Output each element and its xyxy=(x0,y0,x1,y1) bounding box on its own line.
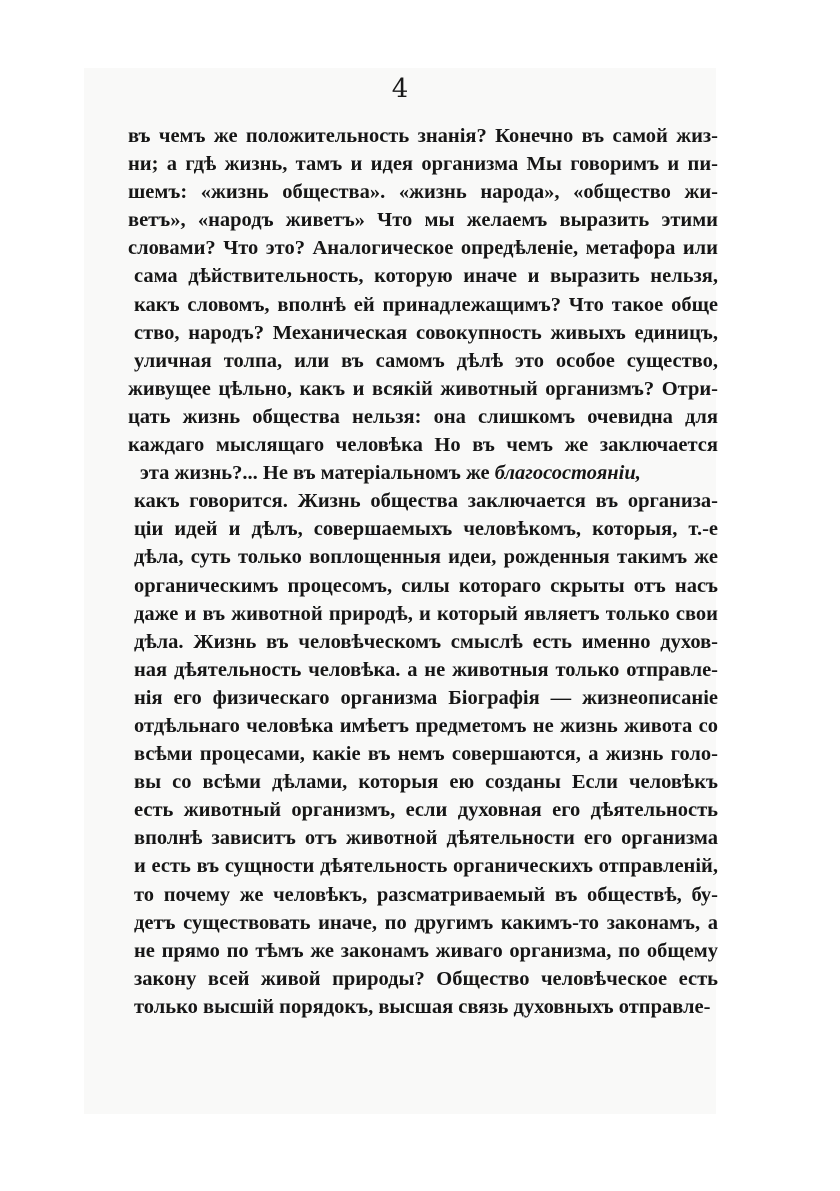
body-text xyxy=(128,122,718,1021)
italic-word: благосостояніи, xyxy=(494,462,641,485)
text-line: отдѣльнаго человѣка имѣетъ предметомъ не жизнь живота со xyxy=(134,714,718,737)
text-line: словами? Что это? Аналогическое опредѣленіе, метафора или xyxy=(128,237,718,260)
text-line-with-italic xyxy=(128,459,718,487)
text-line: только высшій порядокъ, высшая связь духовныхъ отправле- xyxy=(134,995,711,1018)
text-line: ная дѣятельность человѣка. а не животныя только отправле- xyxy=(134,658,718,681)
text-line: детъ существовать иначе, по другимъ какимъ-то законамъ, а xyxy=(134,911,718,934)
text-line: есть животный организмъ, если духовная его дѣятельность xyxy=(134,799,718,822)
text-line: и есть въ сущности дѣятельность органическихъ отправленій, xyxy=(134,855,718,878)
text-line: даже и въ животной природѣ, и который являетъ только свои xyxy=(134,602,718,625)
text-line: закону всей живой природы? Общество человѣческое есть xyxy=(134,967,718,990)
text-line: живущее цѣльно, какъ и всякій животный организмъ? Отри- xyxy=(128,377,718,400)
text-line: ство, народъ? Механическая совокупность живыхъ единицъ, xyxy=(134,321,718,344)
text-line: органическимъ процесомъ, силы котораго скрыты отъ насъ xyxy=(134,574,718,597)
text-line: уличная толпа, или въ самомъ дѣлѣ это особое существо, xyxy=(134,349,718,372)
text-line: какъ словомъ, вполнѣ ей принадлежащимъ? Что такое обще xyxy=(134,293,718,316)
text-line: шемъ: «жизнь общества». «жизнь народа», «общество жи- xyxy=(128,181,718,204)
text-line: вполнѣ зависитъ отъ животной дѣятельности его организма xyxy=(134,827,718,850)
text-segment: эта жизнь?... Не въ матеріальномъ же xyxy=(140,462,490,485)
text-line: то почему же человѣкъ, разсматриваемый въ обществѣ, бу- xyxy=(134,883,718,906)
text-line: ціи идей и дѣлъ, совершаемыхъ человѣкомъ, которыя, т.-е xyxy=(134,518,718,541)
page-number: 4 xyxy=(391,74,409,104)
text-line: цать жизнь общества нельзя: она слишкомъ очевидна для xyxy=(128,405,718,428)
text-line: каждаго мыслящаго человѣка Но въ чемъ же заключается xyxy=(128,434,718,457)
text-line: всѣми процесами, какіе въ немъ совершаются, а жизнь голо- xyxy=(134,743,718,766)
text-line: какъ говорится. Жизнь общества заключается въ организа- xyxy=(134,490,718,513)
text-line: не прямо по тѣмъ же законамъ живаго организма, по общему xyxy=(134,939,718,962)
text-line: ни; а гдѣ жизнь, тамъ и идея организма Мы говоримъ и пи- xyxy=(128,153,718,176)
text-line: дѣла. Жизнь въ человѣческомъ смыслѣ есть именно духов- xyxy=(134,630,718,653)
text-line: дѣла, суть только воплощенныя идеи, рожденныя такимъ же xyxy=(134,546,718,569)
text-line: нія его физическаго организма Біографія — жизнеописаніе xyxy=(134,686,718,709)
text-line: вы со всѣми дѣлами, которыя ею созданы Если человѣкъ xyxy=(134,771,718,794)
text-line: сама дѣйствительность, которую иначе и выразить нельзя, xyxy=(134,265,718,288)
text-line: ветъ», «народъ живетъ» Что мы желаемъ выразить этими xyxy=(128,209,718,232)
text-line: въ чемъ же положительность знанія? Конечно въ самой жиз- xyxy=(128,125,718,147)
book-page xyxy=(84,68,716,1114)
